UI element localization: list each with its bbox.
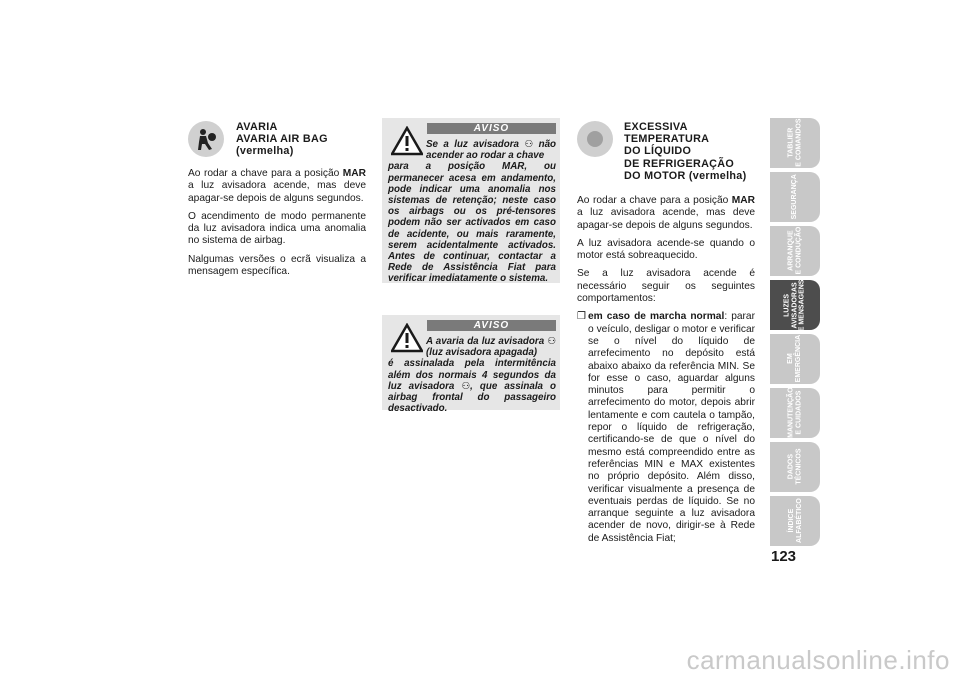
aviso-text-2: A avaria da luz avisadora ⚇ (luz avisadora apagada) é assinalada pela intermitência além dos normais 4 segundos da luz avisadora ⚇, que assinala o airbag frontal do passageiro desactivado. [388, 336, 556, 415]
page-number: 123 [771, 548, 797, 565]
coolant-paragraph-3: Se a luz avisadora acende é necessário seguir os seguintes comportamentos: [577, 268, 755, 305]
airbag-paragraph-2: O acendimento de modo permanente da luz avisadora indica uma anomalia no sistema de airbag. [188, 210, 366, 247]
section-heading-airbag: AVARIA AVARIA AIR BAG (vermelha) [236, 121, 328, 158]
airbag-paragraph-1: Ao rodar a chave para a posição MAR a luz avisadora acende, mas deve apagar-se depois de alguns segundos. [188, 168, 366, 204]
airbag-paragraph-3: Nalgumas versões o ecrã visualiza a mensagem específica. [188, 253, 366, 278]
coolant-paragraph-2: A luz avisadora acende-se quando o motor está sobreaquecido. [577, 237, 755, 262]
watermark: carmanualsonline.info [686, 645, 950, 675]
coolant-text-column [577, 195, 755, 551]
bullet-checkbox-icon: ❒ [577, 311, 586, 323]
airbag-warning-icon [188, 121, 224, 157]
coolant-temperature-warning-icon [577, 121, 613, 157]
tab-manutencao-cuidados[interactable]: MANUTENÇÃO E CUIDADOS [770, 388, 820, 438]
coolant-indicator-dot [587, 131, 603, 147]
tab-em-emergencia[interactable]: EM EMERGÊNCIA [770, 334, 820, 384]
airbag-text-column [188, 168, 366, 284]
aviso-label: AVISO [427, 123, 556, 134]
aviso-text-1: Se a luz avisadora ⚇ não acender ao rodar a chave para a posição MAR, ou permanecer acesa em andamento, pode indicar uma anomalia nos sistemas de retenção; neste caso os airbags ou os pré-tensores podem não ser activados em caso de acidente, ou mais raramente, serem acidentalmente activados. Antes de continuar, contactar a Rede de Assistência Fiat para verificar imediatamente o sistema. [388, 139, 556, 285]
aviso-box-2 [382, 315, 560, 415]
tab-dados-tecnicos[interactable]: DADOS TÉCNICOS [770, 442, 820, 492]
coolant-paragraph-1: Ao rodar a chave para a posição MAR a luz avisadora acende, mas deve apagar-se depois de alguns segundos. [577, 195, 755, 231]
tab-tablier-comandos[interactable]: TABLIER E COMANDOS [770, 118, 820, 168]
tab-luzes-avisadoras[interactable]: LUZES AVISADORAS E MENSAGENS [770, 280, 820, 330]
section-heading-coolant: EXCESSIVA TEMPERATURA DO LÍQUIDO DE REFRIGERAÇÃO DO MOTOR (vermelha) [624, 121, 747, 182]
tab-indice-alfabetico[interactable]: ÍNDICE ALFABÉTICO [770, 496, 820, 546]
aviso-label: AVISO [427, 320, 556, 331]
tab-seguranca[interactable]: SEGURANÇA [770, 172, 820, 222]
coolant-bullet-item: ❒ em caso de marcha normal: parar o veículo, desligar o motor e verificar se o nível do líquido de arrefecimento no depósito está abaixo abaixo da referência MIN. Se for esse o caso, aguardar alguns minutos para permitir o arrefecimento do motor, depois abrir lentamente e com cautela o tampão, repor o líquido de refrigeração, certificando-se de que o nível do mesmo está compreendido entre as referências MIN e MAX existentes no próprio depósito. Além disso, verificar visualmente a presença de eventuais perdas de líquido. Se no arranque seguinte a luz avisadora acender de novo, dirigir-se à Rede de Assistência Fiat; [577, 311, 755, 544]
airbag-person-icon [192, 125, 220, 153]
aviso-box-1 [382, 118, 560, 283]
tab-arranque-conducao[interactable]: ARRANQUE E CONDUÇÃO [770, 226, 820, 276]
